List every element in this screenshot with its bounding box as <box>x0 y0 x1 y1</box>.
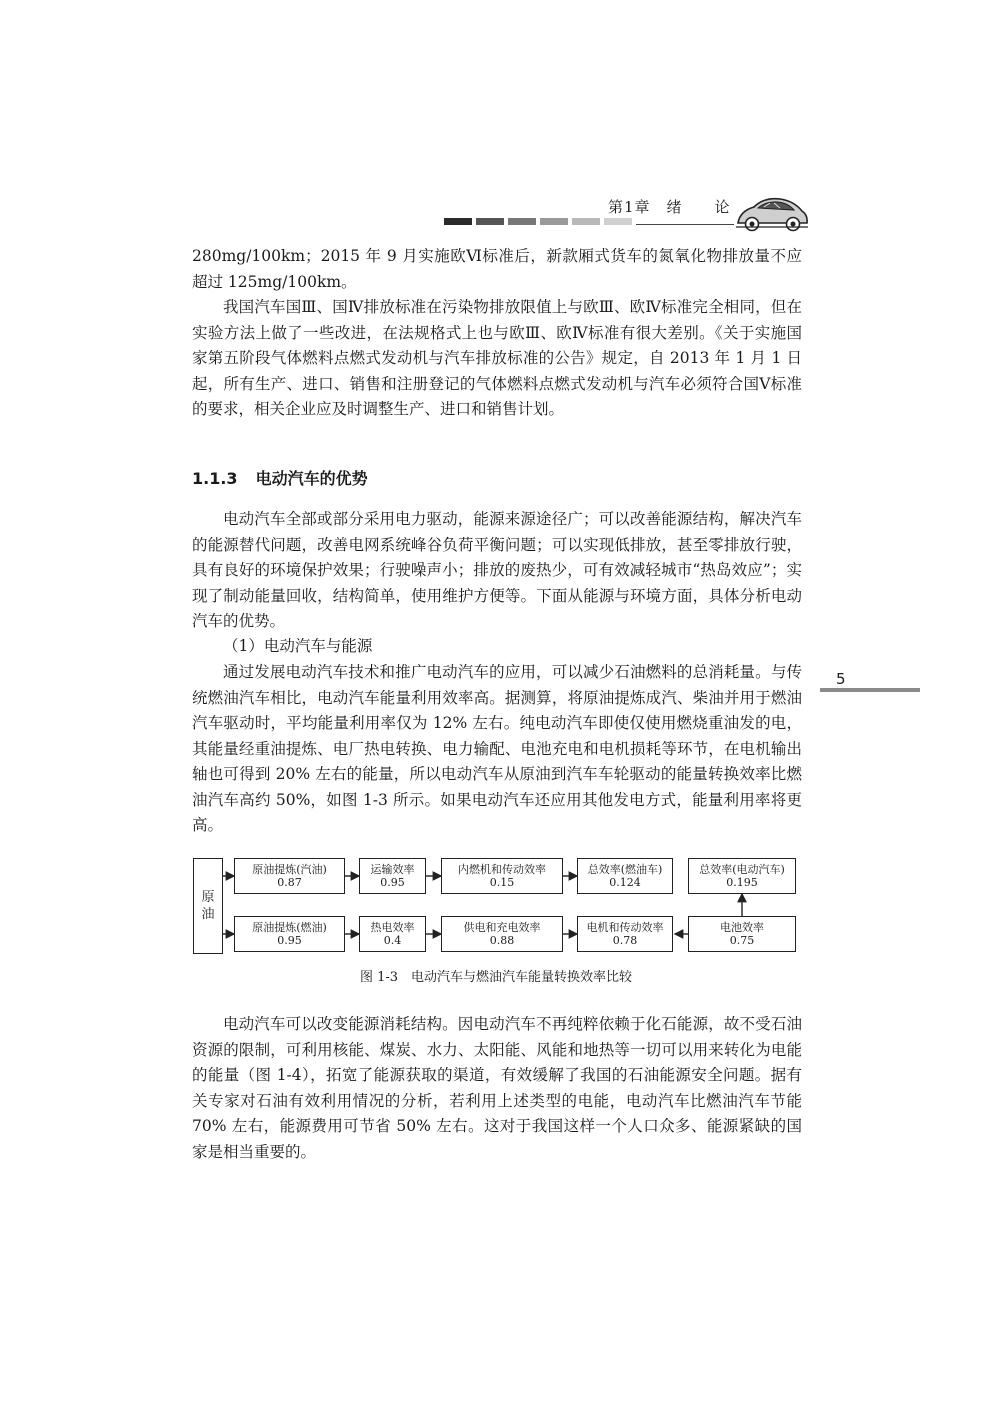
diagram-box-supply-charging: 供电和充电效率 0.88 <box>441 916 563 952</box>
page-number: 5 <box>836 670 846 688</box>
header-dash-rule <box>444 218 734 225</box>
diagram-box-battery: 电池效率 0.75 <box>688 916 796 952</box>
diagram-box-motor-drivetrain: 电机和传动效率 0.78 <box>577 916 673 952</box>
diagram-box-total-fuel-car: 总效率(燃油车) 0.124 <box>577 858 673 894</box>
page-number-bar <box>820 688 920 692</box>
section-title: 电动汽车的优势 <box>255 469 368 488</box>
paragraph-energy-efficiency: 通过发展电动汽车技术和推广电动汽车的应用，可以减少石油燃料的总消耗量。与传统燃油汽车相比，电动汽车能量利用效率高。据测算，将原油提炼成汽、柴油并用于燃油汽车驱动时，平均能量利用率仅为 12% 左右。纯电动汽车即使仅使用燃烧重油发的电，其能量经重油提炼、电厂热电转换、电力输配、电池充电和电机损耗等环节，在电机输出轴也可得到 20% 左右的能量，所以电动汽车从原油到汽车车轮驱动的能量转换效率比燃油汽车高约 50%，如图 1-3 所示。如果电动汽车还应用其他发电方式，能量利用率将更高。 <box>192 663 802 834</box>
diagram-box-refining-gasoline: 原油提炼(汽油) 0.87 <box>234 858 345 894</box>
header-dash <box>508 218 536 225</box>
diagram-source-box: 原 油 <box>193 858 223 954</box>
header-dash <box>540 218 568 225</box>
header-dash <box>476 218 504 225</box>
diagram-box-refining-fueloil: 原油提炼(燃油) 0.95 <box>234 916 345 952</box>
diagram-box-thermal-electric: 热电效率 0.4 <box>359 916 426 952</box>
section-number: 1.1.3 <box>192 469 238 488</box>
diagram-box-transport: 运输效率 0.95 <box>359 858 426 894</box>
section-heading <box>192 466 368 489</box>
header-dash <box>604 218 632 225</box>
header-rule-line <box>636 224 734 225</box>
figure-caption: 图 1-3 电动汽车与燃油汽车能量转换效率比较 <box>359 970 633 985</box>
car-icon <box>734 191 810 235</box>
subheading-energy: （1）电动汽车与能源 <box>223 637 373 655</box>
paragraph-emission-standards: 我国汽车国Ⅲ、国Ⅳ排放标准在污染物排放限值上与欧Ⅲ、欧Ⅳ标准完全相同，但在实验方法上做了一些改进，在法规格式上也与欧Ⅲ、欧Ⅳ标准有很大差别。《关于实施国家第五阶段气体燃料点燃式发动机与汽车排放标准的公告》规定，自 2013 年 1 月 1 日起，所有生产、进口、销售和注册登记的气体燃料点燃式发动机与汽车必须符合国Ⅴ标准的要求，相关企业应及时调整生产、进口和销售计划。 <box>192 298 802 418</box>
paragraph-advantages: 电动汽车全部或部分采用电力驱动，能源来源途径广；可以改善能源结构，解决汽车的能源替代问题，改善电网系统峰谷负荷平衡问题；可以实现低排放，甚至零排放行驶，具有良好的环境保护效果；行驶噪声小；排放的废热少，可有效减轻城市“热岛效应”；实现了制动能量回收，结构简单，使用维护方便等。下面从能源与环境方面，具体分析电动汽车的优势。 <box>192 510 802 630</box>
efficiency-flow-diagram <box>193 854 803 954</box>
paragraph-energy-structure: 电动汽车可以改变能源消耗结构。因电动汽车不再纯粹依赖于化石能源，故不受石油资源的限制，可利用核能、煤炭、水力、太阳能、风能和地热等一切可以用来转化为电能的能量（图 1-4），拓宽了能源获取的渠道，有效缓解了我国的石油能源安全问题。据有关专家对石油有效利用情况的分析，若利用上述类型的电能，电动汽车比燃油汽车节能 70% 左右，能源费用可节省 50% 左右。这对于我国这样一个人口众多、能源紧缺的国家是相当重要的。 <box>192 1015 802 1161</box>
chapter-title: 第1章 绪 论 <box>608 198 731 216</box>
running-header <box>420 188 810 238</box>
paragraph-continuation: 280mg/100km；2015 年 9 月实施欧Ⅵ标准后，新款厢式货车的氮氧化物排放量不应超过 125mg/100km。 <box>192 247 802 291</box>
diagram-box-total-ev: 总效率(电动汽车) 0.195 <box>688 858 796 894</box>
header-dash <box>572 218 600 225</box>
header-dash <box>444 218 472 225</box>
diagram-box-engine-drivetrain: 内燃机和传动效率 0.15 <box>441 858 563 894</box>
